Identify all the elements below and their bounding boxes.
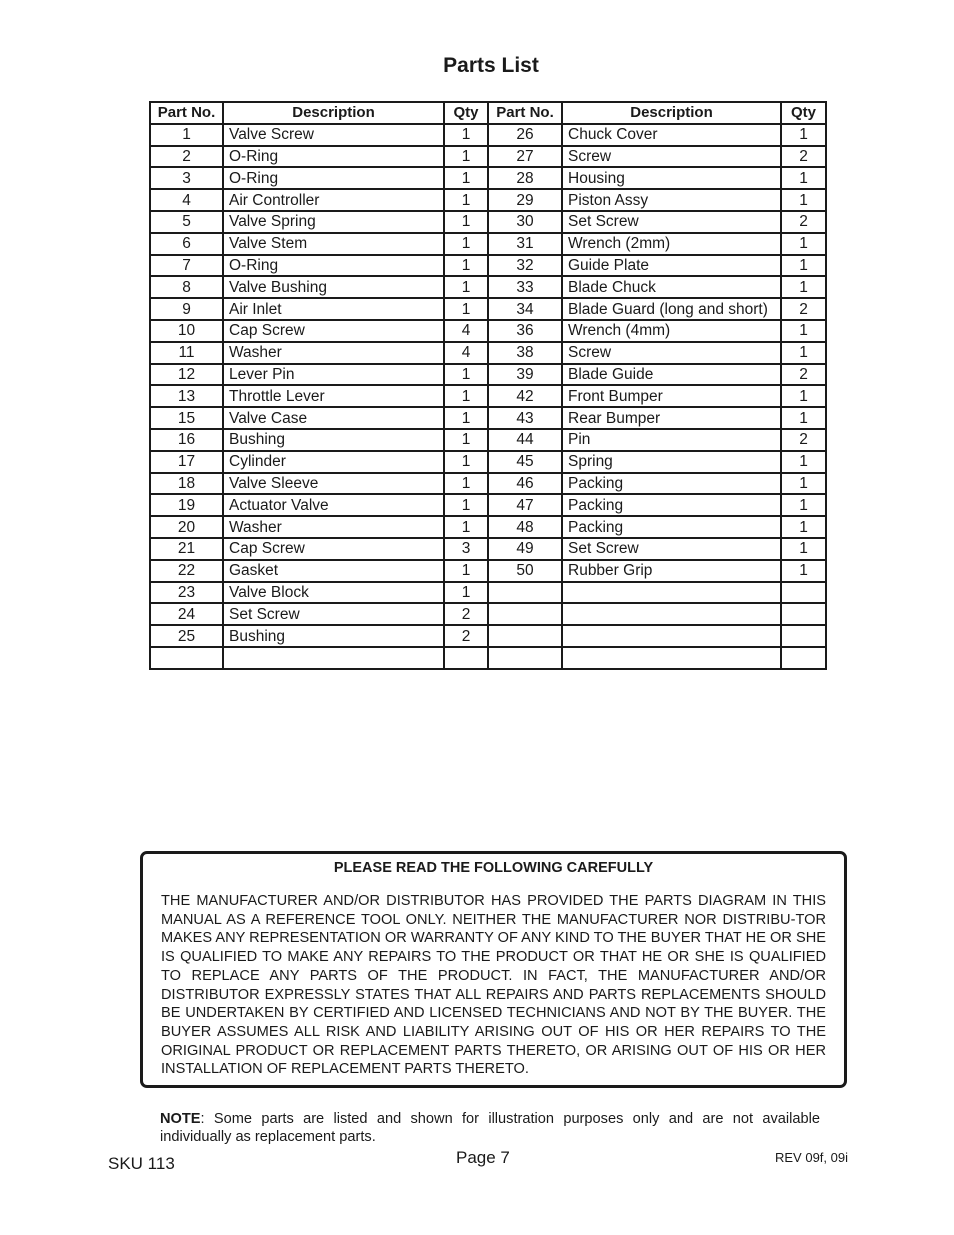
qty-cell: 1 [444,560,488,582]
description-cell: Set Screw [223,603,444,625]
header-qty-2: Qty [781,102,826,124]
part-no-cell: 30 [488,211,562,233]
part-no-cell: 15 [150,407,223,429]
table-row [150,451,826,473]
header-qty: Qty [444,102,488,124]
table-row [150,560,826,582]
description-cell: Housing [562,167,781,189]
table-row [150,538,826,560]
description-cell: Valve Screw [223,124,444,146]
qty-cell: 4 [444,342,488,364]
parts-table-body [150,124,826,669]
part-no-cell [488,603,562,625]
description-cell: Packing [562,516,781,538]
table-row [150,124,826,146]
table-row [150,385,826,407]
table-row [150,233,826,255]
part-no-cell: 19 [150,494,223,516]
qty-cell: 1 [781,407,826,429]
page-number: Page 7 [456,1148,510,1167]
part-no-cell: 16 [150,429,223,451]
qty-cell: 1 [444,124,488,146]
qty-cell: 1 [444,255,488,277]
part-no-cell: 26 [488,124,562,146]
description-cell: Cylinder [223,451,444,473]
part-no-cell: 42 [488,385,562,407]
description-cell: Pin [562,429,781,451]
description-cell: Rubber Grip [562,560,781,582]
description-cell [562,625,781,647]
table-row [150,364,826,386]
part-no-cell: 12 [150,364,223,386]
part-no-cell: 44 [488,429,562,451]
header-description: Description [223,102,444,124]
description-cell: Bushing [223,625,444,647]
parts-table [149,101,827,670]
part-no-cell: 4 [150,189,223,211]
description-cell: Wrench (4mm) [562,320,781,342]
disclaimer-text: THE MANUFACTURER AND/OR DISTRIBUTOR HAS PROVIDED THE PARTS DIAGRAM IN THIS MANUAL AS A REFERENCE TOOL ONLY. NEITHER THE MANUFACTURER NOR DISTRIBU-TOR MAKES ANY REPRESENTATION OR WARRANTY OF ANY KIND TO THE BUYER THAT HE OR SHE IS QUALIFIED TO MAKE ANY REPAIRS TO THE PRODUCT OR THAT HE OR SHE IS QUALIFIED TO REPLACE ANY PARTS OF THE PRODUCT. IN FACT, THE MANUFACTURER AND/OR DISTRIBUTOR EXPRESSLY STATES THAT ALL REPAIRS AND PARTS REPLACEMENTS SHOULD BE UNDERTAKEN BY CERTIFIED AND LICENSED TECHNICIANS AND NOT BY THE BUYER. THE BUYER ASSUMES ALL RISK AND LIABILITY ARISING OUT OF HIS OR HER REPAIRS TO THE ORIGINAL PRODUCT OR REPLACEMENT PARTS THERETO, OR ARISING OUT OF HIS OR HER INSTALLATION OF REPLACEMENT PARTS THERETO. [161,893,826,1078]
part-no-cell: 27 [488,146,562,168]
table-row [150,582,826,604]
qty-cell: 1 [781,494,826,516]
part-no-cell: 8 [150,276,223,298]
qty-cell: 2 [444,625,488,647]
part-no-cell [488,647,562,669]
part-no-cell: 18 [150,473,223,495]
qty-cell: 1 [781,516,826,538]
part-no-cell: 22 [150,560,223,582]
qty-cell: 1 [781,473,826,495]
qty-cell: 1 [781,255,826,277]
qty-cell: 3 [444,538,488,560]
table-row [150,167,826,189]
description-cell: Packing [562,494,781,516]
part-no-cell: 17 [150,451,223,473]
description-cell: Wrench (2mm) [562,233,781,255]
qty-cell: 1 [781,189,826,211]
table-row [150,189,826,211]
qty-cell: 1 [444,146,488,168]
qty-cell: 1 [444,385,488,407]
note-paragraph [160,1110,820,1146]
part-no-cell: 45 [488,451,562,473]
part-no-cell [150,647,223,669]
table-row [150,429,826,451]
part-no-cell: 31 [488,233,562,255]
part-no-cell: 24 [150,603,223,625]
description-cell: Blade Chuck [562,276,781,298]
description-cell: Set Screw [562,211,781,233]
qty-cell: 1 [781,538,826,560]
qty-cell: 1 [781,320,826,342]
part-no-cell: 20 [150,516,223,538]
part-no-cell: 11 [150,342,223,364]
table-row [150,342,826,364]
table-row [150,298,826,320]
part-no-cell: 39 [488,364,562,386]
description-cell: Spring [562,451,781,473]
description-cell: Air Controller [223,189,444,211]
qty-cell: 1 [444,494,488,516]
description-cell: O-Ring [223,146,444,168]
qty-cell: 4 [444,320,488,342]
description-cell: Front Bumper [562,385,781,407]
qty-cell: 1 [781,385,826,407]
part-no-cell: 2 [150,146,223,168]
table-row [150,516,826,538]
table-row [150,276,826,298]
qty-cell: 1 [781,276,826,298]
table-row [150,603,826,625]
part-no-cell: 13 [150,385,223,407]
qty-cell [781,625,826,647]
qty-cell: 1 [444,167,488,189]
part-no-cell [488,582,562,604]
description-cell: Valve Block [223,582,444,604]
table-row [150,473,826,495]
qty-cell: 2 [781,364,826,386]
description-cell [562,647,781,669]
description-cell: Blade Guard (long and short) [562,298,781,320]
description-cell: Set Screw [562,538,781,560]
table-row [150,211,826,233]
part-no-cell: 7 [150,255,223,277]
part-no-cell: 49 [488,538,562,560]
part-no-cell: 32 [488,255,562,277]
description-cell: Valve Sleeve [223,473,444,495]
part-no-cell: 23 [150,582,223,604]
qty-cell: 1 [781,451,826,473]
qty-cell: 1 [781,124,826,146]
part-no-cell: 1 [150,124,223,146]
part-no-cell: 29 [488,189,562,211]
header-part-no: Part No. [150,102,223,124]
description-cell: O-Ring [223,255,444,277]
description-cell: Valve Case [223,407,444,429]
qty-cell: 2 [444,603,488,625]
part-no-cell: 47 [488,494,562,516]
description-cell [562,603,781,625]
qty-cell: 2 [781,298,826,320]
table-row [150,255,826,277]
part-no-cell: 33 [488,276,562,298]
part-no-cell: 3 [150,167,223,189]
table-row [150,647,826,669]
description-cell: Screw [562,146,781,168]
part-no-cell: 9 [150,298,223,320]
description-cell: Actuator Valve [223,494,444,516]
sku-label: SKU 113 [108,1154,175,1173]
header-row [150,102,826,124]
qty-cell: 1 [444,364,488,386]
revision-label: REV 09f, 09i [775,1150,848,1165]
part-no-cell: 46 [488,473,562,495]
part-no-cell: 28 [488,167,562,189]
table-row [150,320,826,342]
qty-cell: 1 [444,276,488,298]
description-cell: Bushing [223,429,444,451]
table-row [150,407,826,429]
description-cell: Washer [223,516,444,538]
qty-cell: 1 [444,298,488,320]
part-no-cell: 48 [488,516,562,538]
description-cell: Screw [562,342,781,364]
description-cell: Blade Guide [562,364,781,386]
description-cell: Washer [223,342,444,364]
qty-cell: 1 [444,233,488,255]
part-no-cell: 50 [488,560,562,582]
table-row [150,146,826,168]
description-cell: Cap Screw [223,538,444,560]
qty-cell [781,647,826,669]
header-part-no-2: Part No. [488,102,562,124]
note-label: NOTE [160,1111,201,1127]
description-cell: Packing [562,473,781,495]
description-cell: Valve Stem [223,233,444,255]
part-no-cell: 25 [150,625,223,647]
table-row [150,625,826,647]
qty-cell: 2 [781,146,826,168]
description-cell: Piston Assy [562,189,781,211]
qty-cell [444,647,488,669]
table-row [150,494,826,516]
qty-cell: 1 [444,407,488,429]
description-cell: Lever Pin [223,364,444,386]
qty-cell: 1 [444,582,488,604]
description-cell: Valve Bushing [223,276,444,298]
part-no-cell [488,625,562,647]
qty-cell [781,582,826,604]
qty-cell: 1 [781,342,826,364]
description-cell: Guide Plate [562,255,781,277]
qty-cell: 1 [444,516,488,538]
description-cell: Rear Bumper [562,407,781,429]
qty-cell: 1 [781,167,826,189]
part-no-cell: 21 [150,538,223,560]
description-cell: Gasket [223,560,444,582]
qty-cell: 2 [781,429,826,451]
qty-cell: 1 [444,189,488,211]
part-no-cell: 38 [488,342,562,364]
qty-cell: 2 [781,211,826,233]
qty-cell: 1 [444,451,488,473]
qty-cell: 1 [781,233,826,255]
part-no-cell: 5 [150,211,223,233]
description-cell [562,582,781,604]
disclaimer-box [140,851,847,1088]
description-cell: O-Ring [223,167,444,189]
header-description-2: Description [562,102,781,124]
description-cell: Throttle Lever [223,385,444,407]
description-cell [223,647,444,669]
qty-cell: 1 [444,473,488,495]
parts-table-header [150,102,826,124]
part-no-cell: 43 [488,407,562,429]
qty-cell [781,603,826,625]
description-cell: Cap Screw [223,320,444,342]
qty-cell: 1 [444,211,488,233]
part-no-cell: 34 [488,298,562,320]
qty-cell: 1 [781,560,826,582]
part-no-cell: 6 [150,233,223,255]
qty-cell: 1 [444,429,488,451]
part-no-cell: 36 [488,320,562,342]
page-title: Parts List [443,54,539,77]
disclaimer-heading: PLEASE READ THE FOLLOWING CAREFULLY [333,860,654,876]
note-text: : Some parts are listed and shown for illustration purposes only and are not available individually as replacement parts. [160,1111,820,1145]
description-cell: Air Inlet [223,298,444,320]
part-no-cell: 10 [150,320,223,342]
description-cell: Valve Spring [223,211,444,233]
description-cell: Chuck Cover [562,124,781,146]
